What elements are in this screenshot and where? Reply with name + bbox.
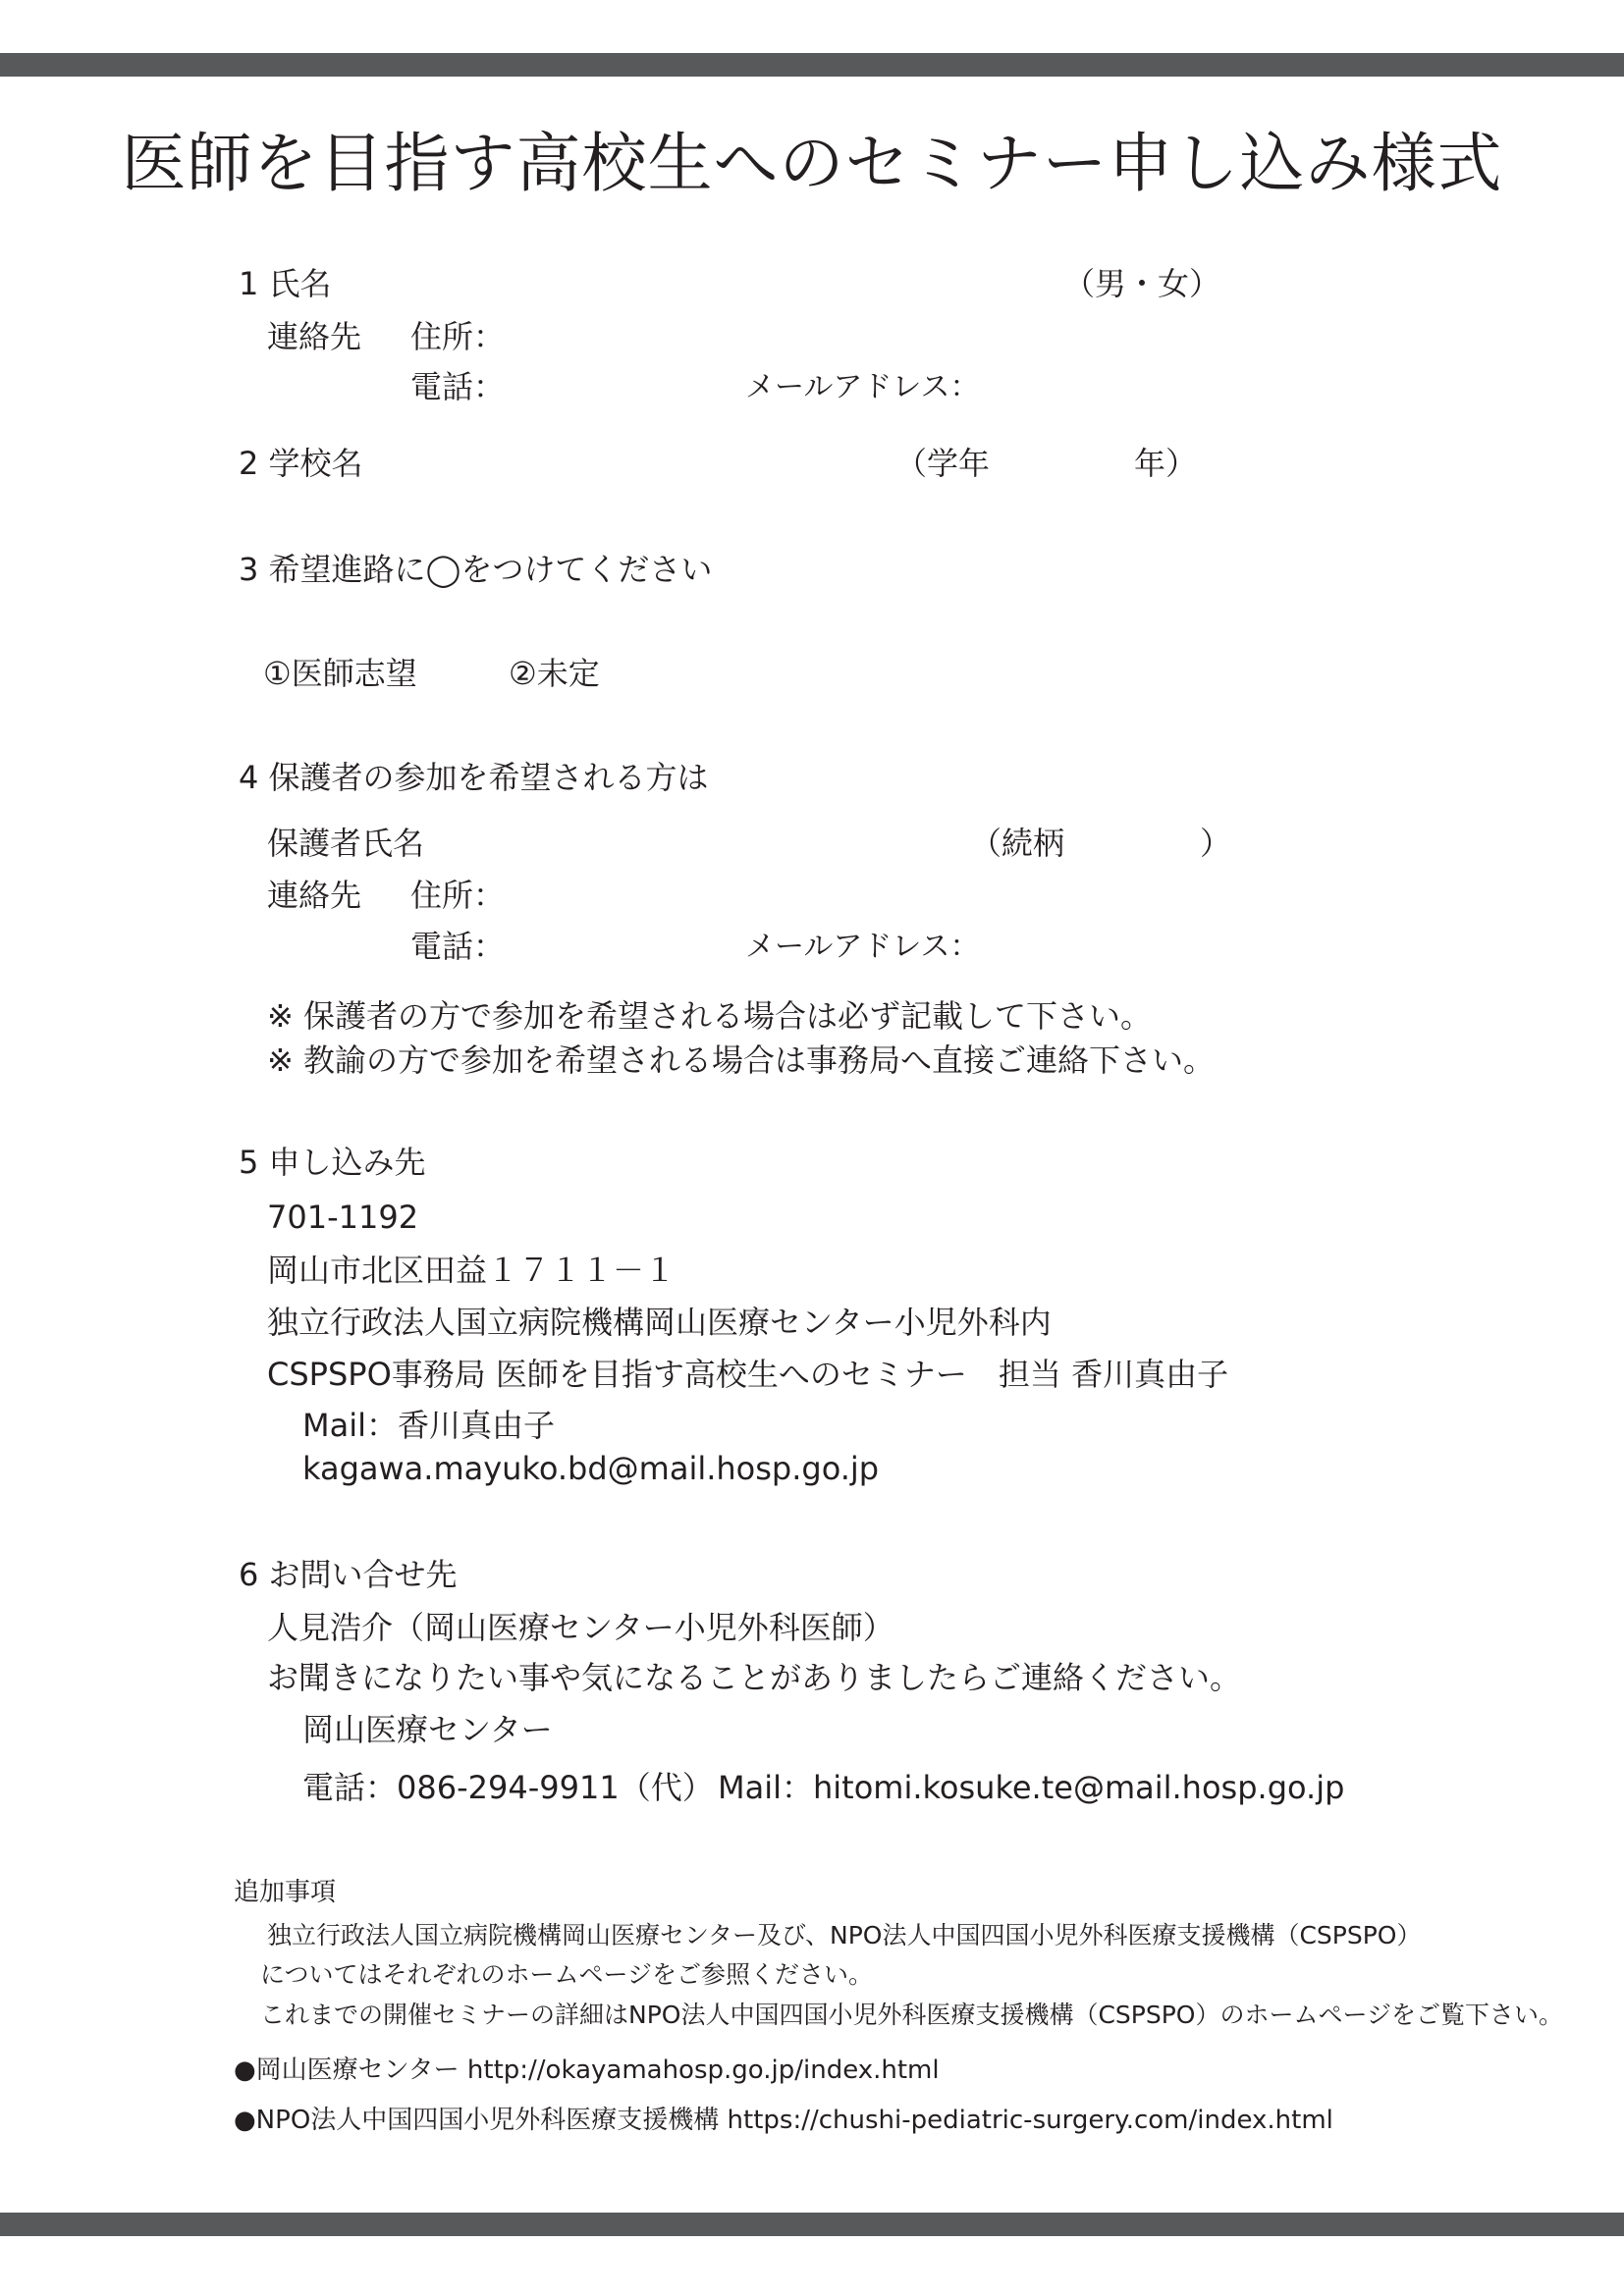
additional-line-1: 独立行政法人国立病院機構岡山医療センター及び、NPO法人中国四国小児外科医療支援機構（CSPSPO） <box>267 1921 1422 1949</box>
section-3-heading: 3 希望進路に◯をつけてください <box>239 551 713 588</box>
top-border-bar <box>0 53 1624 77</box>
section-5-heading: 5 申し込み先 <box>239 1144 426 1181</box>
section-2-heading: 2 学校名 <box>239 445 363 482</box>
guardian-email-label: メールアドレス： <box>745 930 980 964</box>
additional-line-3: これまでの開催セミナーの詳細はNPO法人中国四国小児外科医療支援機構（CSPSPO）のホームページをご覧下さい。 <box>260 2001 1563 2029</box>
bottom-border-bar <box>0 2213 1624 2236</box>
address-text: 岡山市北区田益１７１１－１ <box>267 1252 677 1289</box>
grade-close: 年） <box>1134 445 1198 482</box>
guardian-name-label: 保護者氏名 <box>267 825 425 862</box>
address-label: 住所： <box>410 318 506 355</box>
relation-open: （続柄 <box>970 825 1065 862</box>
section-4-heading: 4 保護者の参加を希望される方は <box>239 759 709 796</box>
section-1-heading: 1 氏名 <box>239 265 332 302</box>
teacher-note: ※ 教諭の方で参加を希望される場合は事務局へ直接ご連絡下さい。 <box>267 1041 1215 1079</box>
organization-text: 独立行政法人国立病院機構岡山医療センター小児外科内 <box>267 1304 1052 1341</box>
page-title: 医師を目指す高校生へのセミナー申し込み様式 <box>121 126 1503 201</box>
guardian-phone-label: 電話： <box>410 928 506 965</box>
office-text: CSPSPO事務局 医師を目指す高校生へのセミナー 担当 香川真由子 <box>267 1356 1229 1393</box>
additional-heading: 追加事項 <box>234 1878 337 1907</box>
section-6-heading: 6 お問い合せ先 <box>239 1556 458 1593</box>
guardian-note: ※ 保護者の方で参加を希望される場合は必ず記載して下さい。 <box>267 997 1152 1035</box>
email-label: メールアドレス： <box>745 370 980 404</box>
guardian-address-label: 住所： <box>410 877 506 914</box>
okayama-homepage-link[interactable]: ●岡山医療センター http://okayamahosp.go.jp/index.html <box>234 2056 940 2085</box>
grade-open: （学年 <box>895 445 991 482</box>
gender-choice: （男・女） <box>1063 265 1221 302</box>
contact-label: 連絡先 <box>267 318 362 355</box>
contact-message: お聞きになりたい事や気になることがありましたらご連絡ください。 <box>267 1659 1242 1696</box>
option-undecided: ②未定 <box>509 655 600 692</box>
facility-name: 岡山医療センター <box>302 1711 553 1748</box>
option-doctor: ①医師志望 <box>263 655 417 692</box>
facility-phone: 電話：086-294-9911（代） <box>302 1769 714 1806</box>
mail-contact-label: Mail：香川真由子 <box>302 1407 556 1444</box>
cspspo-homepage-link[interactable]: ●NPO法人中国四国小児外科医療支援機構 https://chushi-pediatric-surgery.com/index.html <box>234 2106 1333 2135</box>
additional-line-2: についてはそれぞれのホームページをご参照ください。 <box>260 1960 874 1989</box>
postal-code: 701-1192 <box>267 1199 419 1236</box>
inquiry-email-link[interactable]: Mail：hitomi.kosuke.te@mail.hosp.go.jp <box>718 1769 1345 1806</box>
guardian-contact-label: 連絡先 <box>267 877 362 914</box>
contact-person: 人見浩介（岡山医療センター小児外科医師） <box>267 1609 894 1646</box>
relation-close: ） <box>1200 825 1232 862</box>
application-email-link[interactable]: kagawa.mayuko.bd@mail.hosp.go.jp <box>302 1450 880 1487</box>
phone-label: 電話： <box>410 368 506 405</box>
